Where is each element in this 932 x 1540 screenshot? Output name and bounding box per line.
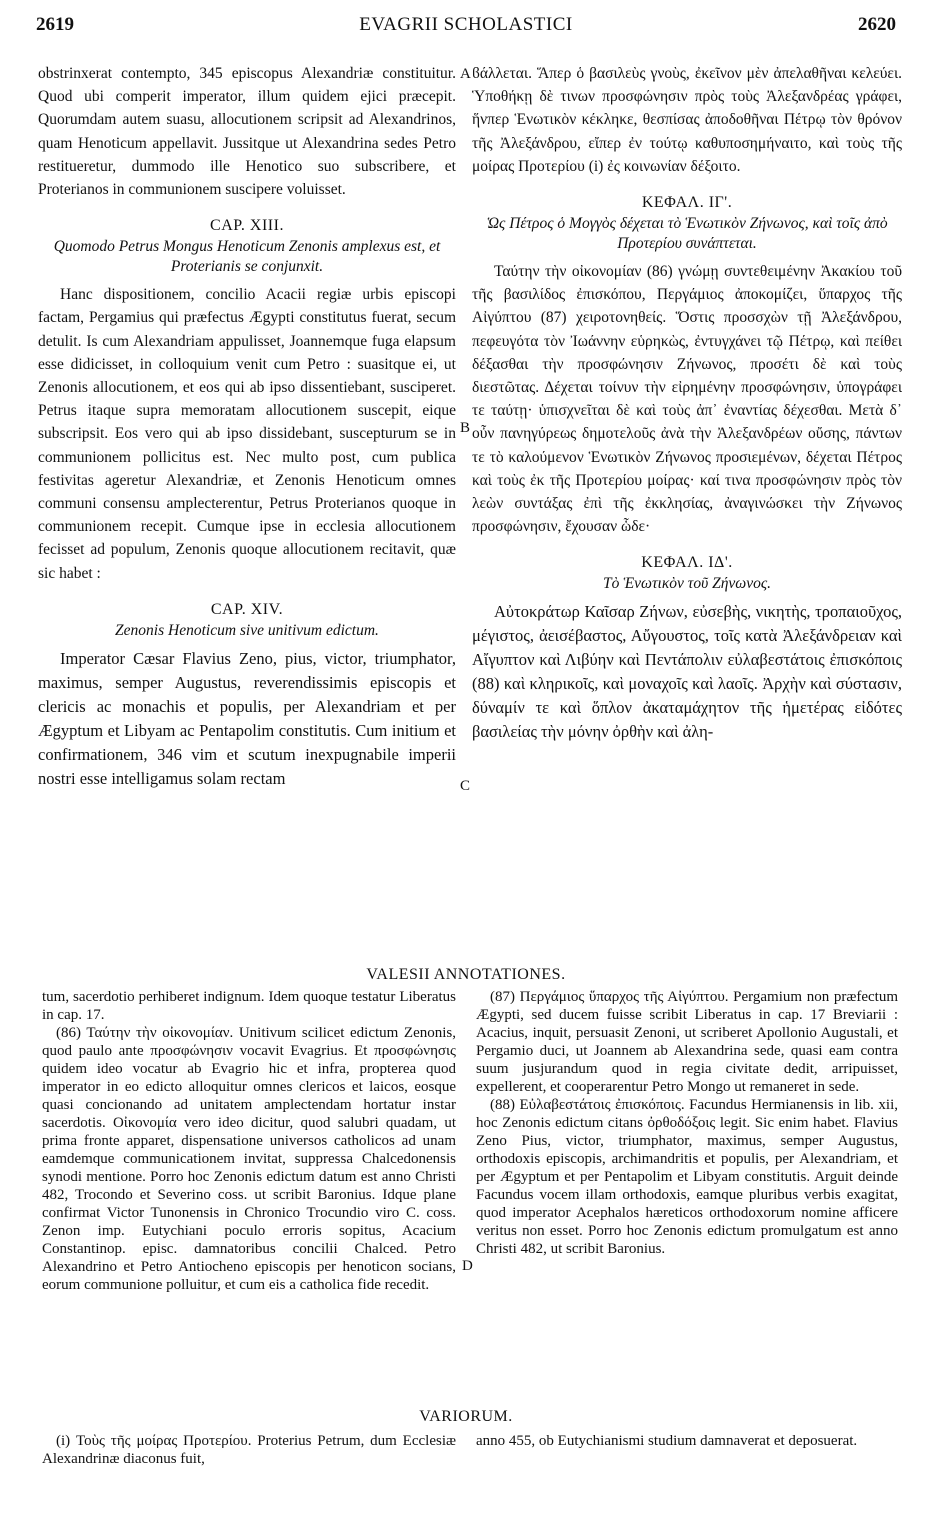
greek-paragraph: Ταύτην τὴν οἰκονομίαν (86) γνώμῃ συντεθειμένην Ἀκακίου τοῦ τῆς βασιλίδος ἐπισκόπου, Περγάμιος ἀποκομίζει, ὕπαρχος τῆς Αἰγύπτου (87) χειροτονηθείς. Ὅστις προσσχὼν τῇ Ἀλεξάνδρου, πεφευγότα τὸν Ἰωάννην εὑρηκὼς, ἐντυγχάνει τῷ Πέτρῳ, καὶ πείθει δέξασθαι τὴν προσφώνησιν Ζήνωνος, προσέτι δὲ καὶ τοὺς διεστῶτας. Δέχεται τοίνυν τὴν εἰρημένην προσφώνησιν, ὑπογράφει τε ταύτῃ· ὑπισχνεῖται δὲ καὶ τοὺς ἀπ᾽ ἐναντίας δέχεσθαι. Μετὰ δ᾽ οὖν πανηγύρεως δημοτελοῦς ἀνὰ τὴν Ἀλεξανδρέων οὔσης, πάντων τε τὸ καλούμενον Ἑνωτικὸν Ζήνωνος προσιεμένων, δέχεται Πέτρος καὶ τοὺς ἐκ τῆς Προτερίου μοίρας· καί τινα προσφώνησιν πρὸς τὸν λεὼν συντάξας ἐπὶ τῆς ἐκκλησίας, ἀναγινώσκει τὴν Ζήνωνος προσφώνησιν, ἔχουσαν ὧδε· (472, 263, 902, 536)
latin-paragraph: obstrinxerat contempto, 345 episcopus Alexandriæ constituitur. Quod ubi comperit imperator, illum quidem ejici præcepit. Quorumdam autem suasu, allocutionem scripsit ad Alexandrinos, quam Henoticum appellavit. Jussitque ut Alexandrina sedes Petro restitueretur, dummodo ille Henotico suo subscribere, et Proterianos in communionem suscipere voluisset. (38, 65, 456, 199)
valesii-heading: VALESII ANNOTATIONES. (366, 966, 566, 983)
chapter-subtitle: Quomodo Petrus Mongus Henoticum Zenonis amplexus est, et Proterianis se conjunxit. (53, 238, 441, 276)
running-header (36, 8, 896, 36)
note-paragraph: (86) Ταύτην τὴν οἰκονομίαν. Unitivum scilicet edictum Zenonis, quod paulo ante προσφώνησιν vocavit Evagrius. Et προσφώνησις quidem ideo vocatur ab Evagrio hic et infra, propterea quod imperator in eo edicto alloquitur omnes clericos et laicos, eosque quasi concionando ad unitatem amplectendam hortatur instar sacerdotis. Οἰκονομία vero ideo dicitur, quod salubri quadam, ut prima fronte apparet, dispensatione universos catholicos ad unam eamdemque communicationem invitat, suppressa Chalcedonensis synodi mentione. Porro hoc Zenonis edictum datum est anno Christi 482, Trocondo et Severino coss. ut scribit Baronius. Idque plane confirmat Victor Tunonensis in Chronico Trocundio viro C. coss. Zenon imp. Eutychiani poculo erroris sopitus, Acacium Constantinop. episc. damnatoribus concilii Chalced. Petro Alexandrino et Petro Antiocheno episcopis per henoticon socians, eorum communione polluitur, et cum eis a catholica fide recedit. (42, 1025, 456, 1293)
note-paragraph: anno 455, ob Eutychianismi studium damnaverat et deposuerat. (476, 1433, 858, 1449)
chapter-subtitle: Τὸ Ἑνωτικὸν τοῦ Ζήνωνος. (602, 575, 772, 593)
note-paragraph: tum, sacerdotio perhiberet indignum. Idem quoque testatur Liberatus in cap. 17. (42, 989, 456, 1023)
page-number-right: 2620 (858, 14, 896, 35)
chapter-heading: CAP. XIV. (210, 600, 284, 618)
variorum-note-left (42, 1432, 456, 1468)
variorum-note-right (476, 1432, 898, 1450)
chapter-heading: ΚΕΦΑΛ. ΙΔ'. (641, 554, 733, 572)
valesii-notes-right (476, 988, 898, 1258)
chapter-heading: CAP. XIII. (210, 217, 284, 235)
running-title: EVAGRII SCHOLASTICI (359, 14, 573, 35)
note-paragraph: (88) Εὐλαβεστάτοις ἐπισκόποις. Facundus Hermianensis in lib. xii, hoc Zenonis edictum citans ὀρθοδόξοις legit. Sic enim habet. Flavius Zeno Pius, victor, triumphator, maximus, semper Augustus, orthodoxis episcopis, archimandritis et populis, per Alexandriam, et per Ægyptum et per Pentapolim et Libyam constitutis. Arguit deinde Facundus vocem illam orthodoxis, eamque pluribus verbis exagitat, quod imperator Acephalos hæreticos orthodoxorum nomine afficere veritus non esset. Porro hoc Zenonis edictum promulgatum est anno Christi 482, ut scribit Baronius. (476, 1097, 898, 1257)
margin-letter: A (460, 66, 471, 82)
greek-column (472, 62, 902, 744)
chapter-heading: ΚΕΦΑΛ. ΙΓ'. (641, 194, 733, 212)
latin-paragraph: Imperator Cæsar Flavius Zeno, pius, victor, triumphator, maximus, semper Augustus, reverendissimis episcopis et clericis ac monachis et populis, per Alexandriam et per Ægyptum et Libyam ac Pentapolim constitutis. Cum initium et confirmationem, 346 vim et scutum inexpugnabile imperii nostri esse intelligamus solam rectam (38, 648, 456, 788)
chapter-subtitle: Zenonis Henoticum sive unitivum edictum. (115, 621, 379, 639)
note-paragraph: (i) Τοὺς τῆς μοίρας Προτερίου. Proterius Petrum, dum Ecclesiæ Alexandrinæ diaconus fuit, (42, 1433, 456, 1467)
variorum-heading: VARIORUM. (419, 1408, 513, 1425)
greek-paragraph: ϐάλλεται. Ἅπερ ὁ βασιλεὺς γνοὺς, ἐκεῖνον μὲν ἀπελαθῆναι κελεύει. Ὑποθήκῃ δὲ τινων προσφώνησιν πρὸς τοὺς Ἀλεξανδρέας γράφει, ἥνπερ Ἑνωτικὸν κέκληκε, θεσπίσας ἀποδοθῆναι Πέτρῳ τὸν θρόνον τῆς Ἀλεξάνδρου, εἴπερ ἐν τούτῳ καθυποσημήναιτο, καὶ τοὺς τῆς μοίρας Προτερίου (i) ἐς κοινωνίαν δέξοιτο. (472, 65, 902, 175)
margin-letter: C (460, 778, 471, 794)
valesii-notes-left (42, 988, 456, 1294)
note-paragraph: (87) Περγάμιος ὕπαρχος τῆς Αἰγύπτου. Pergamium non præfectum Ægypti, sed ducem fuisse scribit Liberatus in cap. 17 Breviarii : Acacius, inquit, persuasit Zenoni, ut scriberet Apollonio Augustali, et Pergamio duci, ut Joannem ab Alexandrina sede, quasi eam contra suum jusjurandum quod in regia civitate dedit, arripuisset, expellerent, et cooperarentur Petro Mongo ut remaneret in sede. (476, 989, 898, 1095)
margin-letter: B (460, 420, 471, 436)
chapter-subtitle: Ὡς Πέτρος ὁ Μογγὸς δέχεται τὸ Ἑνωτικὸν Ζήνωνος, καὶ τοῖς ἀπὸ Προτερίου συνάπτεται. (486, 215, 888, 253)
latin-paragraph: Hanc dispositionem, concilio Acacii regiæ urbis episcopi factam, Pergamius qui præfectus Ægypti constitutus fuerat, secum detulit. Is cum Alexandriam appulisset, Joannemque fuga elapsum esse didicisset, in colloquium venit cum Petro : suasitque ei, ut Zenonis allocutionem, et eos qui ab ipso dissentiebant, susciperet. Petrus itaque supra memoratam allocutionem suscepit, eique subscripsit. Eos vero qui ab ipso dissidebant, suscepturum se in communionem pollicitus est. Nec multo post, cum publica festivitas ageretur Alexandriæ, et Zenonis Henoticum omnes communi consensu amplecterentur, Petrus Proterianos quoque in communionem recepit. Cumque ipse in ecclesia allocutionem fecisset ad populum, Zenonis quoque allocutionem recitavit, quæ sic habet : (38, 286, 456, 582)
margin-letter: D (462, 1258, 473, 1274)
page-number-left: 2619 (36, 14, 74, 35)
greek-paragraph: Αὐτοκράτωρ Καῖσαρ Ζήνων, εὐσεβὴς, νικητὴς, τροπαιοῦχος, μέγιστος, ἀεισέβαστος, Αὔγουστος, τοῖς κατὰ Ἀλεξάνδρειαν καὶ Αἴγυπτον καὶ Λιβύην καὶ Πεντάπολιν εὐλαβεστάτοις ἐπισκόποις (88) καὶ κληρικοῖς, καὶ μοναχοῖς καὶ λαοῖς. Ἀρχὴν καὶ σύστασιν, δύναμίν τε καὶ ὅπλον ἀκαταμάχητον τῆς ἡμετέρας εἰδότες βασιλείας τὴν μόνην ὀρθὴν καὶ ἀλη- (472, 602, 902, 742)
latin-column (38, 62, 456, 791)
